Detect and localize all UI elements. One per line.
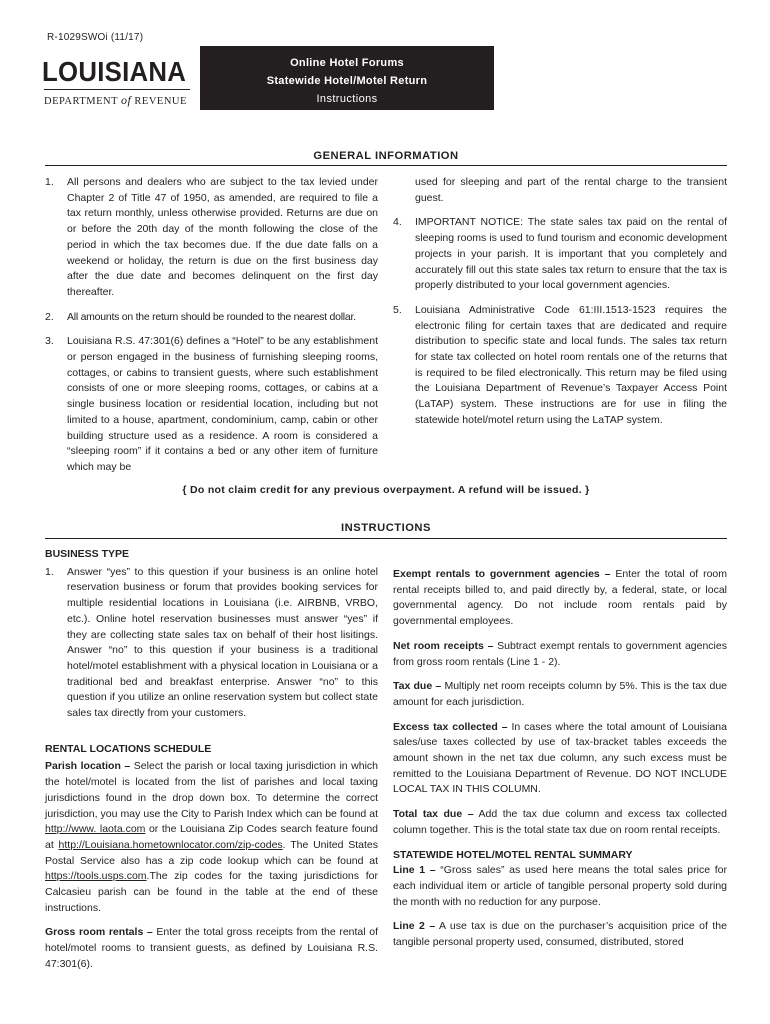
parish-location-paragraph: Parish location – Select the parish or local taxing jurisdiction in which the hotel/motel is located from the list of parishes and local taxing jurisdictions found in the drop down box. To determine the correct jurisdiction, you may use the City to Parish Index which can be found at http://www. laota.com or the Louisiana Zip Codes search feature found at http://Louisiana.hometownlocator.com/zip-codes. The United States Postal Service also has a zip code lookup which can be found at https://tools.usps.com.The zip codes for the taxing jurisdictions for Calcasieu parish can be found in the table at the end of these instructions. <box>45 760 379 914</box>
instructions-rule <box>45 538 727 539</box>
business-type-heading: BUSINESS TYPE <box>45 548 130 560</box>
logo-main-text: LOUISIANA <box>42 56 187 87</box>
hometownlocator-link[interactable]: http://Louisiana.hometownlocator.com/zip-codes <box>58 838 283 851</box>
usps-link[interactable]: https://tools.usps.com <box>45 870 147 883</box>
line-1-paragraph: Line 1 – “Gross sales” as used here means the total sales price for each individual item or article of tangible personal property sold during the month with no reduction for any purpose. <box>393 864 727 908</box>
business-type-item: 1. Answer “yes” to this question if your business is an online hotel reservation business or forum that provides booking services for multiple residential locations in Louisiana (i.e. AIRBNB, VRBO, etc.). Online hotel reservation businesses must answer “yes” if they are collecting state sales tax on behalf of their host lisitings. Answer “no” to this question if your business is a traditional hotel/motel establishment with a physical location in Louisiana or a traditional bed and breakfast enterprise. Answer “no” to this question if you utilize an online reservation system but collect state sales tax directly from your customers. <box>45 565 378 720</box>
title-line-2: Statewide Hotel/Motel Return <box>266 75 428 87</box>
general-left-column <box>45 175 378 476</box>
logo-rule <box>44 89 190 90</box>
list-item: 1. All persons and dealers who are subject to the tax levied under Chapter 2 of Title 47 of 1950, as amended, are required to file a tax return monthly, unless otherwise provided. Returns are due on or before the 20th day of the month following the close of the period in which the tax becomes due. If the due date falls on a weekend or holiday, the return is due on the first business day after the due date and becomes delinquent on the first day thereafter. <box>45 176 378 298</box>
overpayment-note: { Do not claim credit for any previous overpayment. A refund will be issued. } <box>182 484 590 496</box>
total-tax-due-paragraph: Total tax due – Add the tax due column and excess tax collected column together. This is the total state tax due on room rental receipts. <box>393 808 727 836</box>
list-item: 4. IMPORTANT NOTICE: The state sales tax paid on the rental of sleeping rooms is used to fund tourism and economic development projects in your parish. It is important that you completely and accurately fill out this state sales tax return to ensure that the tax is properly distributed to your local government agencies. <box>393 216 727 292</box>
instructions-left-column <box>45 547 378 973</box>
general-information-heading: GENERAL INFORMATION <box>313 150 459 162</box>
summary-heading: STATEWIDE HOTEL/MOTEL RENTAL SUMMARY <box>393 848 633 861</box>
general-right-column <box>393 175 727 429</box>
list-item-continued: used for sleeping and part of the rental charge to the transient guest. <box>415 176 727 204</box>
logo-sub-text: DEPARTMENT of REVENUE <box>44 93 187 107</box>
general-information-rule <box>45 165 727 166</box>
net-room-receipts-paragraph: Net room receipts – Subtract exempt rentals to government agencies from gross room rentals (Line 1 - 2). <box>393 639 727 668</box>
form-id: R-1029SWOi (11/17) <box>47 32 144 43</box>
excess-tax-paragraph: Excess tax collected – In cases where the total amount of Louisiana sales/use taxes collected by use of tax-bracket tables exceeds the amount shown in the net tax due column, any such excess must be remitted to the Louisiana Department of Revenue. DO NOT INCLUDE LOCAL TAX IN THIS COLUMN. <box>393 720 727 796</box>
title-box <box>200 46 494 110</box>
list-item: 3. Louisiana R.S. 47:301(6) defines a “Hotel” to be any establishment or person engaged in the business of furnishing sleeping rooms, cottages, or cabins to transient guests, where such establishment consists of one or more sleeping rooms, cottages, or cabins at a single business location or residential location, including but not limited to a house, apartment, condominium, camp, cabin or other building structure used as a residence. A room is considered a “sleeping room” if it contains a bed or any other item of furniture which may be <box>45 335 378 473</box>
tax-due-paragraph: Tax due – Multiply net room receipts column by 5%. This is the tax due amount for each jurisdiction. <box>393 680 728 708</box>
gross-room-rentals-paragraph: Gross room rentals – Enter the total gross receipts from the rental of hotel/motel rooms to transient guests, as defined by Louisiana R.S. 47:301(6). <box>45 926 378 970</box>
exempt-rentals-paragraph: Exempt rentals to government agencies – Enter the total of room rental receipts billed to, and paid directly by, a federal, state, or local governmental agency. Do not include room rentals paid by governmental employees. <box>393 568 727 628</box>
instructions-right-column <box>393 567 727 951</box>
laota-link[interactable]: http://www. laota.com <box>45 823 146 836</box>
title-line-1: Online Hotel Forums <box>290 57 404 69</box>
line-2-paragraph: Line 2 – A use tax is due on the purchaser’s acquisition price of the tangible personal property used, consumed, distributed, stored <box>393 920 727 949</box>
instructions-heading: INSTRUCTIONS <box>341 522 431 534</box>
list-item: 5. Louisiana Administrative Code 61:III.1513-1523 requires the electronic filing for certain taxes that are dedicated and require distribution to specific state and local funds. The sales tax return for state tax collected on hotel room rentals one of the returns that is required to be filed electronically. This return may be filed using the Louisiana Department of Revenue’s Taxpayer Access Point (LaTAP) system. These instructions are for use in filing the statewide hotel/motel return using the LaTAP system. <box>393 303 727 426</box>
list-item: 2. All amounts on the return should be rounded to the nearest dollar. <box>45 310 356 323</box>
ldr-logo <box>42 58 192 108</box>
rental-locations-heading: RENTAL LOCATIONS SCHEDULE <box>45 742 212 755</box>
title-line-3: Instructions <box>316 93 378 105</box>
